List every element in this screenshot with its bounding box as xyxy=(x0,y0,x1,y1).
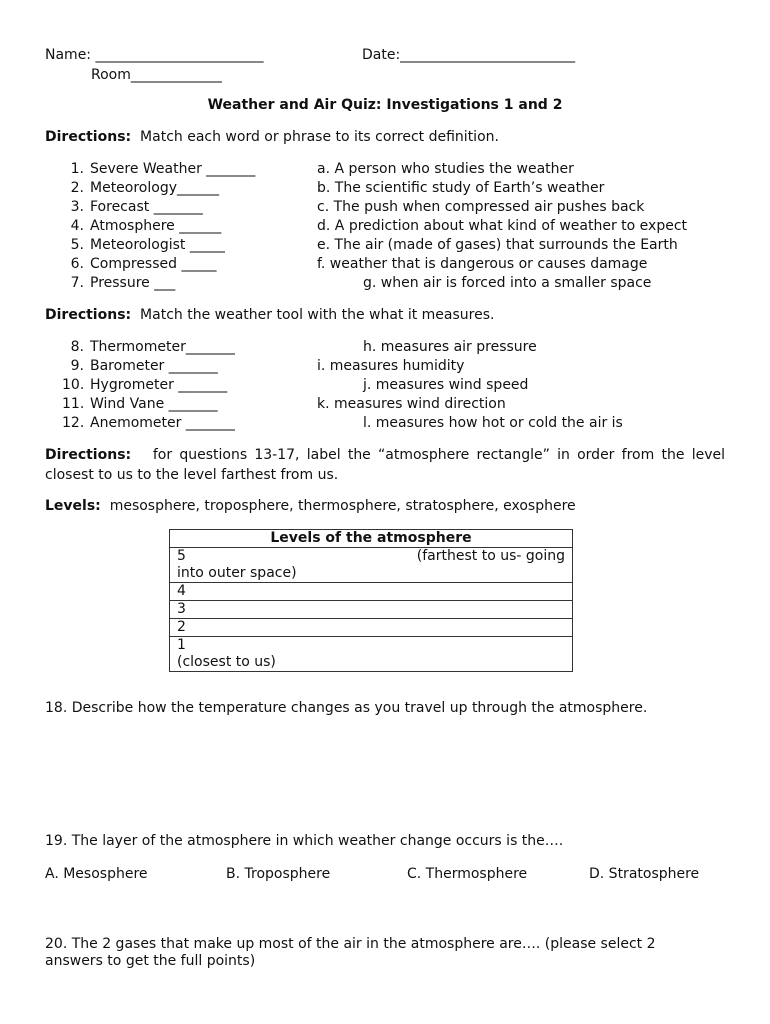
tool-item xyxy=(62,338,235,356)
level-1-cell[interactable] xyxy=(170,637,573,672)
section3-directions-line2: closest to us to the level farthest from us. xyxy=(45,467,339,483)
definition-item: f. weather that is dangerous or causes damage xyxy=(317,256,648,272)
term-number: 7. xyxy=(70,275,84,291)
answer-option-d[interactable]: D. Stratosphere xyxy=(589,866,700,882)
question-20: 20. The 2 gases that make up most of the air in the atmosphere are…. (please select 2 xyxy=(45,936,656,952)
levels-label: Levels: xyxy=(45,498,101,514)
term-text: Pressure ___ xyxy=(90,275,176,291)
term-number: 5. xyxy=(70,237,84,253)
term-number: 12. xyxy=(62,415,85,431)
term-number: 6. xyxy=(70,256,84,272)
level-4-cell[interactable] xyxy=(170,583,573,601)
term-item xyxy=(62,255,216,273)
directions-text: Match each word or phrase to its correct definition. xyxy=(140,129,499,145)
tool-item xyxy=(62,414,235,432)
directions-label: Directions: xyxy=(45,447,132,463)
table-header: Levels of the atmosphere xyxy=(170,530,573,548)
term-text: Forecast _______ xyxy=(90,199,203,215)
level-number: 5 xyxy=(177,548,186,564)
term-number: 1. xyxy=(70,161,84,177)
tool-item xyxy=(62,376,227,394)
name-field-label: Name: ________________________ xyxy=(45,47,264,63)
term-number: 9. xyxy=(70,358,84,374)
definition-item: g. when air is forced into a smaller space xyxy=(363,275,652,291)
term-number: 4. xyxy=(70,218,84,234)
table-row xyxy=(170,637,573,672)
table-row xyxy=(170,619,573,637)
term-item xyxy=(62,198,203,216)
tool-item xyxy=(62,357,218,375)
definition-item: h. measures air pressure xyxy=(363,339,537,355)
term-item xyxy=(62,274,175,292)
level-note: (farthest to us- going xyxy=(416,548,565,564)
level-number: 3 xyxy=(177,601,186,617)
question-20-continued: answers to get the full points) xyxy=(45,953,256,969)
directions-label: Directions: xyxy=(45,129,132,145)
term-text: Barometer _______ xyxy=(90,358,218,374)
definition-item: k. measures wind direction xyxy=(317,396,506,412)
term-number: 2. xyxy=(70,180,84,196)
level-3-cell[interactable] xyxy=(170,601,573,619)
section1-directions xyxy=(45,128,499,146)
section3-directions-line1 xyxy=(45,446,725,465)
answer-option-a[interactable]: A. Mesosphere xyxy=(45,866,148,882)
directions-label: Directions: xyxy=(45,307,132,323)
table-row xyxy=(170,583,573,601)
definition-item: a. A person who studies the weather xyxy=(317,161,574,177)
definition-item: j. measures wind speed xyxy=(363,377,529,393)
term-text: Meteorologist _____ xyxy=(90,237,225,253)
table-row xyxy=(170,601,573,619)
term-item xyxy=(62,236,225,254)
definition-item: b. The scientific study of Earth’s weather xyxy=(317,180,605,196)
term-text: Severe Weather _______ xyxy=(90,161,256,177)
term-text: Wind Vane _______ xyxy=(90,396,218,412)
atmosphere-levels-table xyxy=(169,529,573,672)
term-number: 10. xyxy=(62,377,85,393)
answer-option-c[interactable]: C. Thermosphere xyxy=(407,866,528,882)
term-text: Meteorology______ xyxy=(90,180,220,196)
term-item xyxy=(62,217,221,235)
term-text: Atmosphere ______ xyxy=(90,218,222,234)
definition-item: l. measures how hot or cold the air is xyxy=(363,415,623,431)
levels-line xyxy=(45,497,576,515)
term-number: 11. xyxy=(62,396,85,412)
directions-text: Match the weather tool with the what it measures. xyxy=(140,307,495,323)
question-19: 19. The layer of the atmosphere in which weather change occurs is the…. xyxy=(45,833,564,849)
level-number: 4 xyxy=(177,583,186,599)
level-2-cell[interactable] xyxy=(170,619,573,637)
section2-directions xyxy=(45,306,494,324)
level-number: 1 xyxy=(177,637,186,653)
level-5-cell[interactable] xyxy=(170,548,573,583)
quiz-title: Weather and Air Quiz: Investigations 1 and 2 xyxy=(207,97,563,113)
term-text: Hygrometer _______ xyxy=(90,377,228,393)
level-note-continued: into outer space) xyxy=(177,565,297,581)
levels-text: mesosphere, troposphere, thermosphere, stratosphere, exosphere xyxy=(109,498,576,514)
table-row xyxy=(170,548,573,583)
term-text: Anemometer _______ xyxy=(90,415,235,431)
term-number: 3. xyxy=(70,199,84,215)
level-note: (closest to us) xyxy=(177,654,276,670)
directions-text: for questions 13-17, label the “atmosphere rectangle” in order from the level xyxy=(152,447,725,463)
definition-item: c. The push when compressed air pushes back xyxy=(317,199,645,215)
definition-item: d. A prediction about what kind of weather to expect xyxy=(317,218,688,234)
term-number: 8. xyxy=(70,339,84,355)
term-text: Compressed _____ xyxy=(90,256,217,272)
term-text: Thermometer_______ xyxy=(90,339,235,355)
definition-item: i. measures humidity xyxy=(317,358,465,374)
term-item xyxy=(62,179,219,197)
date-field-label: Date:_________________________ xyxy=(362,47,576,63)
tool-item xyxy=(62,395,218,413)
term-item xyxy=(62,160,255,178)
level-number: 2 xyxy=(177,619,186,635)
definition-item: e. The air (made of gases) that surrounds the Earth xyxy=(317,237,678,253)
table-header-row xyxy=(170,530,573,548)
answer-option-b[interactable]: B. Troposphere xyxy=(226,866,331,882)
question-18: 18. Describe how the temperature changes as you travel up through the atmosphere. xyxy=(45,700,648,716)
room-field-label: Room_____________ xyxy=(91,67,222,83)
